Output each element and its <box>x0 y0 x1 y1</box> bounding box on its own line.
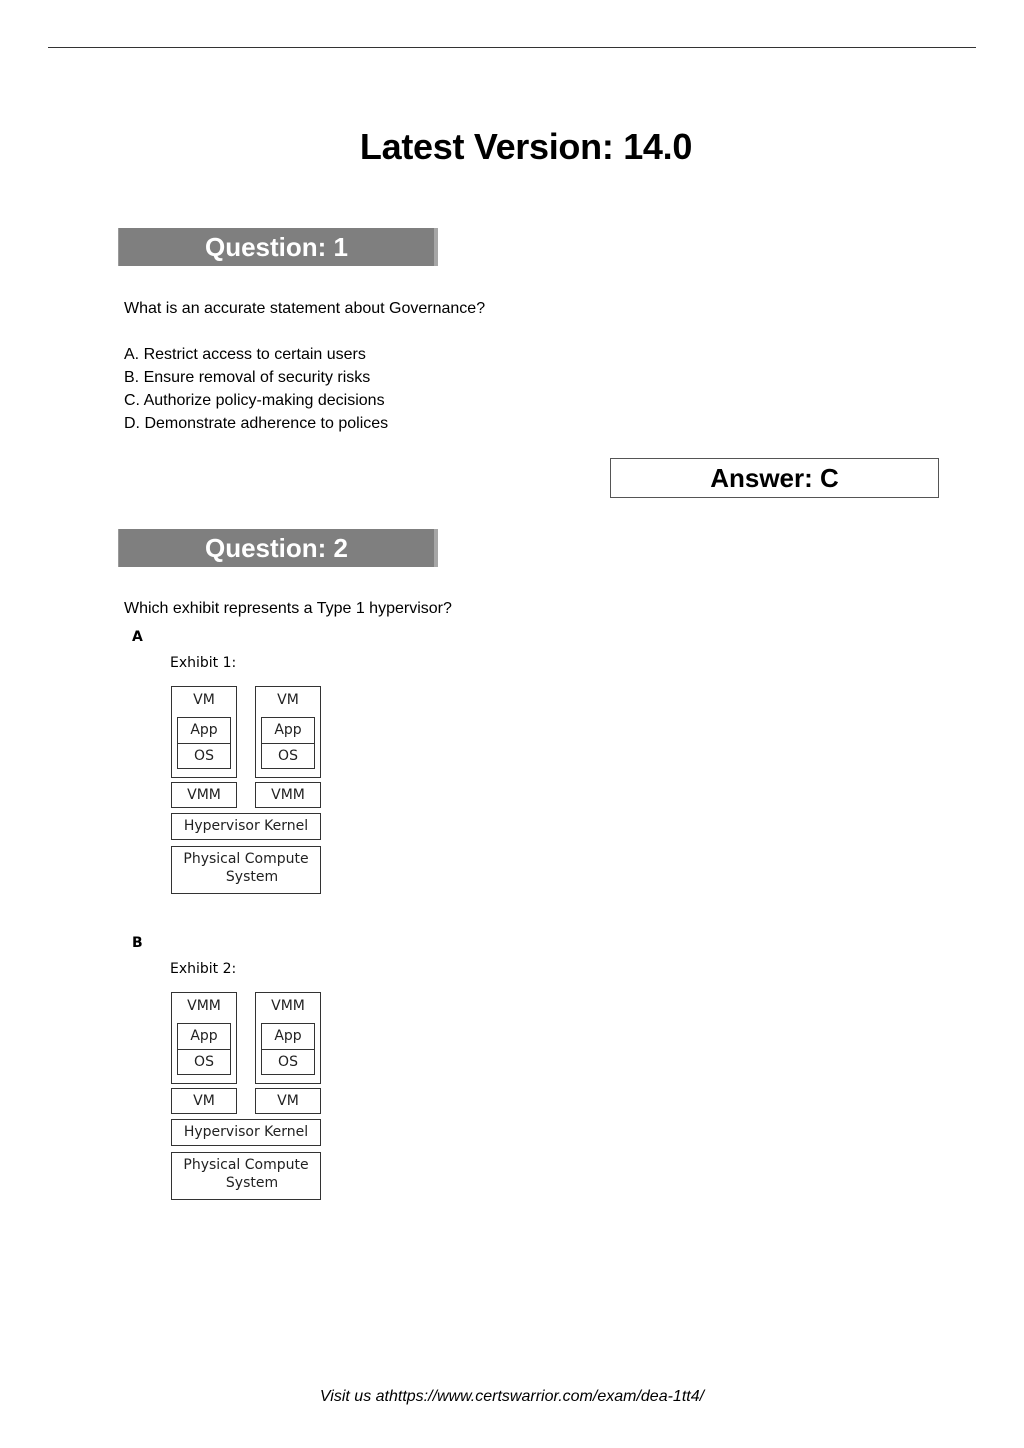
question-1-banner: Question: 1 <box>118 228 438 266</box>
question-1-text: What is an accurate statement about Governance? <box>124 300 486 317</box>
physical-line-2: System <box>225 869 279 885</box>
exhibit-b-letter: B <box>132 935 143 951</box>
option-c: C. Authorize policy-making decisions <box>124 392 385 409</box>
os-cell: OS <box>178 743 230 769</box>
vmm-column <box>171 992 237 1084</box>
physical-compute-box <box>171 846 321 894</box>
option-a: A. Restrict access to certain users <box>124 346 366 363</box>
app-cell: App <box>190 1028 218 1044</box>
option-b: B. Ensure removal of security risks <box>124 369 371 386</box>
os-cell: OS <box>262 1049 314 1075</box>
vm-box: VM <box>255 1088 321 1114</box>
top-rule <box>48 47 976 48</box>
physical-compute-box <box>171 1152 321 1200</box>
footer-visit-link[interactable]: Visit us athttps://www.certswarrior.com/exam/dea-1tt4/ <box>319 1388 705 1405</box>
physical-line-2: System <box>225 1175 279 1191</box>
question-1-options <box>124 343 388 435</box>
vm-box: VM <box>171 1088 237 1114</box>
page-title: Latest Version: 14.0 <box>359 126 693 167</box>
exhibit-1-label: Exhibit 1: <box>170 655 237 671</box>
hypervisor-kernel-box: Hypervisor Kernel <box>171 813 321 840</box>
option-d: D. Demonstrate adherence to polices <box>124 415 389 432</box>
column-head: VMM <box>271 998 305 1014</box>
question-2-text: Which exhibit represents a Type 1 hypervisor? <box>124 600 452 617</box>
vmm-box: VMM <box>255 782 321 808</box>
question-1-answer: Answer: C <box>610 458 939 498</box>
vmm-column <box>255 992 321 1084</box>
column-head: VM <box>193 692 215 708</box>
vmm-box: VMM <box>171 782 237 808</box>
os-cell: OS <box>178 1049 230 1075</box>
app-cell: App <box>190 722 218 738</box>
physical-line-1: Physical Compute <box>183 1157 309 1173</box>
column-head: VMM <box>187 998 221 1014</box>
physical-line-1: Physical Compute <box>183 851 309 867</box>
question-2-banner: Question: 2 <box>118 529 438 567</box>
vm-column <box>171 686 237 778</box>
app-os-stack <box>177 1023 231 1075</box>
exhibit-2-label: Exhibit 2: <box>170 961 237 977</box>
hypervisor-kernel-box: Hypervisor Kernel <box>171 1119 321 1146</box>
vm-column <box>255 686 321 778</box>
app-cell: App <box>274 1028 302 1044</box>
column-head: VM <box>277 692 299 708</box>
app-os-stack <box>261 1023 315 1075</box>
os-cell: OS <box>262 743 314 769</box>
app-os-stack <box>261 717 315 769</box>
app-os-stack <box>177 717 231 769</box>
app-cell: App <box>274 722 302 738</box>
exhibit-a-letter: A <box>132 629 143 645</box>
